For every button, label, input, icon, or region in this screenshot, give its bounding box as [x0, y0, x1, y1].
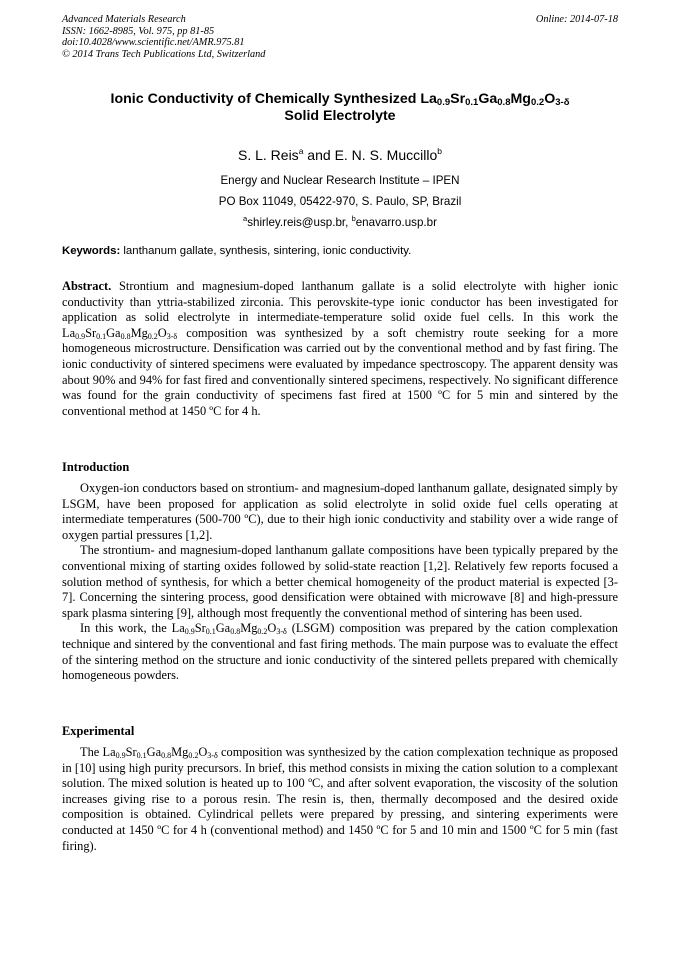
abstract-text: Strontium and magnesium-doped lanthanum gallate is a solid electrolyte with higher ionic conductivity than yttria-stabilized zirconia. This perovskite-type ionic conductor has been investigated for application as solid electrolyte in intermediate-temperature solid oxide fuel cells. In this work the: [62, 279, 618, 325]
title-text: Ionic Conductivity of Chemically Synthesized La: [110, 91, 437, 107]
formula-part: La: [102, 745, 116, 759]
section-heading-introduction: Introduction: [62, 460, 130, 474]
copyright-line: © 2014 Trans Tech Publications Ltd, Switzerland: [62, 48, 266, 60]
title-subscript: 0.9: [436, 97, 451, 108]
abstract-label: Abstract.: [62, 279, 112, 293]
experimental-paragraph: [62, 745, 618, 854]
abstract: [62, 279, 618, 419]
keywords-label: Keywords:: [62, 245, 121, 257]
formula-part: O: [157, 325, 167, 340]
formula-subscript: 0.1: [205, 627, 216, 637]
formula-subscript: 0.8: [120, 331, 131, 341]
formula-subscript: 0.2: [147, 331, 158, 341]
formula-subscript: 0.9: [75, 331, 86, 341]
abstract-text: composition was synthesized by a soft chemistry route seeking for a more homogeneous microstructure. Densification was carried out by the conventional method and by fast firing. The ionic conductivity of sintered specimens were evaluated by impedance spectroscopy. The apparent density was about 90% and 94% for fast fired and conventionally sintered specimens, respectively. No significant difference was found for the grain conductivity of specimens fast fired at 1500 ºC for 5 min and sintered by the conventional method at 1450 ºC for 4 h.: [62, 325, 618, 418]
email-mark: a: [243, 214, 248, 223]
formula-subscript: 0.8: [161, 751, 172, 760]
email-link[interactable]: enavarro.usp.br: [355, 216, 437, 229]
online-date: Online: 2014-07-18: [535, 14, 618, 25]
journal-name: Advanced Materials Research: [62, 14, 186, 25]
introduction-paragraph: Oxygen-ion conductors based on strontium- and magnesium-doped lanthanum gallate, designated simply by LSGM, have been proposed for application as solid electrolyte in solid oxide fuel cells operating at intermediate temperatures (500-700 ºC), due to their high ionic conductivity and stability over a wide range of oxygen partial pressures [1,2].: [62, 481, 618, 542]
formula-part: La: [62, 325, 76, 340]
title-subscript: 0.8: [497, 97, 511, 108]
formula-part: Mg: [240, 621, 258, 636]
author-conjunction: and: [303, 147, 335, 163]
affiliation-address: PO Box 11049, 05422-970, S. Paulo, SP, Brazil: [218, 195, 462, 208]
formula-subscript: 0.9: [115, 751, 126, 760]
formula-part: Ga: [106, 325, 121, 340]
paragraph-text: composition was synthesized by the cation complexation technique as proposed in [10] using high purity precursors. In brief, this method consists in mixing the cation solution to a complexant solution. The mixed solution is heated up to 100 ºC, and after solvent evaporation, the viscosity of the solution increases giving rise to a porous resin. The resin is, then, thermally decomposed and the desired oxide composition is obtained. Cylindrical pellets were prepared by pressing, and sintering experiments were conducted at 1450 ºC for 4 h (conventional method) and 1450 ºC for 5 and 10 min and 1500 ºC for 5 min (fast firing).: [62, 745, 618, 853]
affiliation-institute: Energy and Nuclear Research Institute – IPEN: [220, 174, 460, 187]
formula-part: Sr: [85, 325, 97, 340]
email-mark: b: [351, 214, 356, 223]
title-text: Sr: [450, 91, 466, 107]
journal-header: [62, 14, 618, 60]
formula-part: Mg: [171, 745, 189, 759]
introduction-paragraph: The strontium- and magnesium-doped lanthanum gallate compositions have been typically prepared by the conventional mixing of starting oxides followed by solid-state reaction [1,2]. Relatively few reports focused a solution method of synthesis, for which a better chemical homogeneity of the product material is expected [3-7]. Concerning the sintering process, good densification were obtained with microwave [8] and high-pressure spark plasma sintering [9], although most frequently the conventional method of sintering has been used.: [62, 543, 618, 620]
formula-part: Ga: [146, 745, 162, 759]
author-name: S. L. Reis: [237, 147, 299, 163]
issn-line: ISSN: 1662-8985, Vol. 975, pp 81-85: [62, 25, 215, 37]
title-text: Ga: [478, 91, 498, 107]
formula-part: O: [267, 621, 277, 636]
formula-part: La: [171, 621, 185, 636]
formula-subscript: 3-δ: [207, 751, 218, 760]
formula-part: O: [198, 745, 208, 759]
formula-subscript: 0.2: [188, 751, 199, 760]
title-subscript: 0.2: [530, 97, 545, 108]
author-affiliation-mark: a: [298, 146, 304, 156]
formula-subscript: 0.2: [257, 627, 268, 637]
experimental-body: [62, 745, 618, 854]
paragraph-text: The: [80, 745, 103, 759]
paragraph-text: (LSGM) composition was prepared by the cation complexation technique and sintered by the conventional and fast firing methods. The main purpose was to evaluate the effect of the sintering method on the structure and ionic conductivity of the sintered pellets prepared with chemically homogeneous powders.: [62, 621, 618, 683]
doi-line: doi:10.4028/www.scientific.net/AMR.975.81: [62, 37, 245, 49]
title-subscript: 0.1: [465, 97, 479, 108]
keywords-text: lanthanum gallate, synthesis, sintering, ionic conductivity.: [120, 245, 412, 257]
affiliation-emails: [62, 216, 618, 230]
formula-subscript: 3-δ: [276, 627, 287, 637]
formula-subscript: 0.1: [136, 751, 147, 760]
formula-subscript: 3-δ: [166, 331, 178, 341]
introduction-body: [62, 481, 618, 684]
author-name: E. N. S. Muccillo: [334, 147, 438, 163]
title-text: Mg: [510, 91, 531, 107]
formula-part: Ga: [215, 621, 231, 636]
paper-title: [62, 91, 618, 125]
section-heading-experimental: Experimental: [62, 724, 135, 738]
title-text: O: [544, 91, 556, 107]
introduction-paragraph: [62, 621, 618, 683]
formula-subscript: 0.9: [184, 627, 195, 637]
title-line-2: Solid Electrolyte: [284, 108, 396, 124]
formula-part: Sr: [194, 621, 206, 636]
formula-subscript: 0.8: [230, 627, 241, 637]
title-subscript: 3-δ: [555, 97, 570, 108]
author-list: [62, 147, 618, 163]
paragraph-text: In this work, the: [80, 621, 172, 636]
formula-subscript: 0.1: [96, 331, 107, 341]
formula-part: Sr: [125, 745, 137, 759]
formula-part: Mg: [130, 325, 148, 340]
author-affiliation-mark: b: [437, 146, 442, 156]
keywords-line: [62, 244, 618, 258]
email-link[interactable]: shirley.reis@usp.br,: [247, 216, 352, 229]
